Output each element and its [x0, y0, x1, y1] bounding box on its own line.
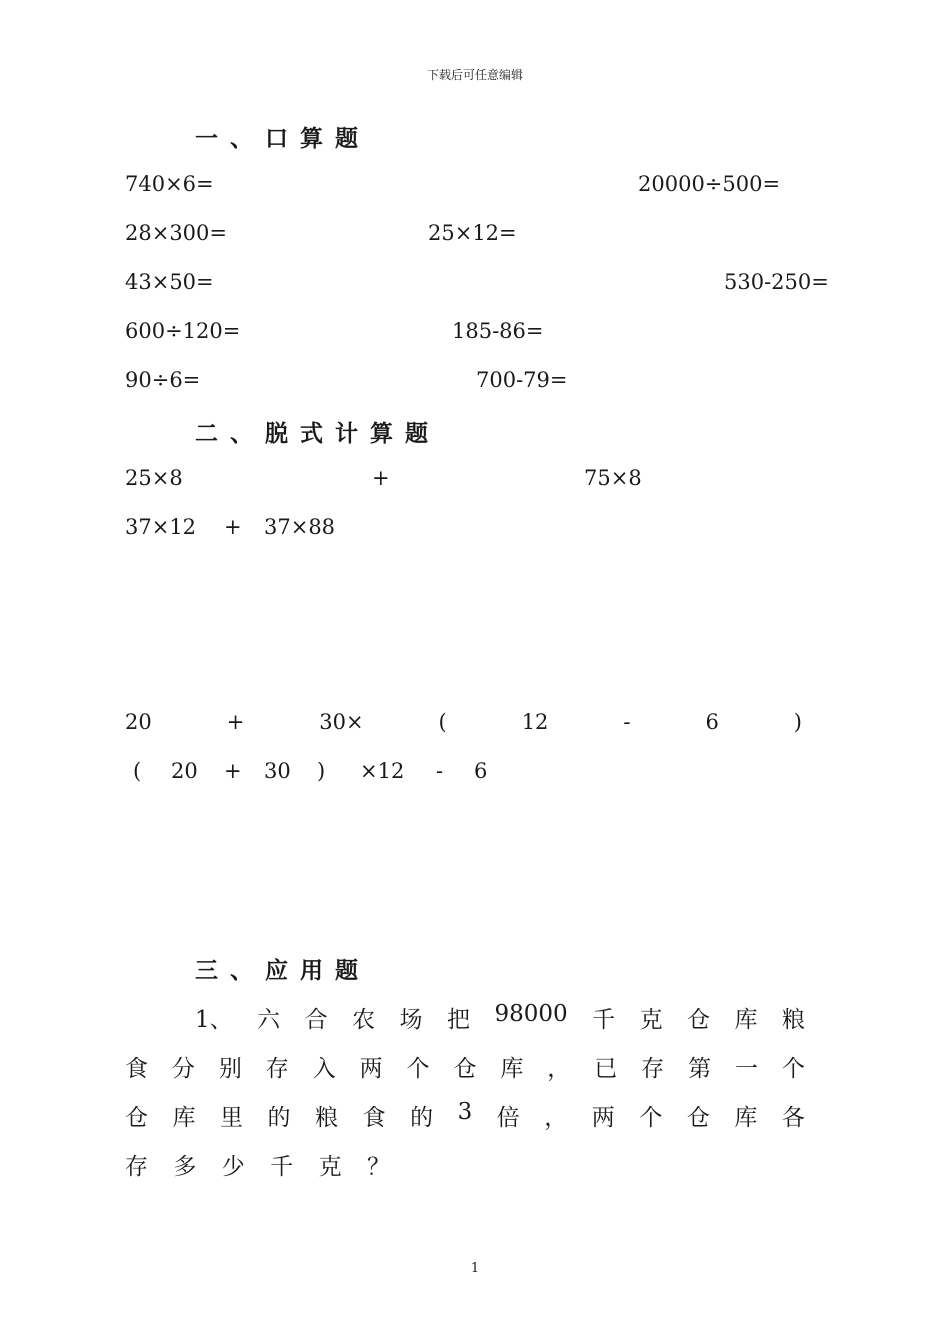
problem-char: 倍 — [496, 1105, 520, 1131]
problem-char: 合 — [304, 1007, 328, 1033]
problem-char: 两 — [359, 1056, 383, 1082]
mental-math-item: 90÷6= — [125, 368, 201, 392]
problem-char: 的 — [267, 1105, 291, 1131]
problem-char: 的 — [410, 1105, 434, 1131]
problem-char: ， — [547, 1056, 571, 1082]
mental-math-item: 28×300= — [125, 221, 227, 245]
expression-token: 20 — [171, 759, 198, 783]
problem-char: 农 — [352, 1007, 376, 1033]
problem-char: 把 — [446, 1007, 470, 1033]
expression-token: ) — [317, 759, 326, 783]
expression-operator: + — [372, 466, 390, 490]
mental-math-item: 43×50= — [125, 270, 214, 294]
problem-char: 克 — [318, 1154, 342, 1180]
mental-math-item: 25×12= — [428, 221, 517, 245]
problem-char: 个 — [781, 1056, 805, 1082]
expression-token: + — [224, 759, 242, 783]
page-number: 1 — [470, 1261, 480, 1276]
problem-char: 两 — [591, 1105, 615, 1131]
problem-char: 多 — [173, 1154, 197, 1180]
header-note: 下载后可任意编辑 — [426, 68, 523, 82]
problem-char: 库 — [734, 1007, 758, 1033]
expression-term: 37×12 — [125, 515, 197, 539]
expression-token: + — [226, 710, 245, 734]
problem-char: 98000 — [494, 1001, 568, 1027]
problem-char: 千 — [270, 1154, 294, 1180]
word-problem-line — [125, 1148, 390, 1181]
problem-char: 粮 — [315, 1105, 339, 1131]
mental-math-item: 530-250= — [724, 270, 829, 294]
word-problem-line — [125, 1099, 805, 1132]
problem-char: 存 — [641, 1056, 665, 1082]
expression-token: ) — [793, 710, 802, 734]
mental-math-item: 20000÷500= — [638, 172, 781, 196]
problem-char: 食 — [125, 1056, 148, 1082]
expression-token: - — [436, 759, 444, 783]
expression-term: 75×8 — [584, 466, 642, 490]
expression-token: 12 — [521, 710, 549, 734]
mental-math-item: 600÷120= — [125, 319, 241, 343]
word-problem-line — [195, 1001, 805, 1034]
expression-term: 25×8 — [125, 466, 183, 490]
problem-char: 仓 — [453, 1056, 477, 1082]
problem-char: ， — [544, 1105, 568, 1131]
problem-char: 里 — [220, 1105, 244, 1131]
expression-token: 30 — [264, 759, 291, 783]
problem-char: 入 — [312, 1056, 336, 1082]
expression-token: ( — [438, 710, 447, 734]
problem-char: 存 — [265, 1056, 289, 1082]
expression-token: 30× — [319, 710, 364, 734]
problem-char: 千 — [592, 1007, 616, 1033]
problem-char: 已 — [594, 1056, 618, 1082]
problem-char: 仓 — [686, 1105, 710, 1131]
problem-char: 六 — [257, 1007, 281, 1033]
expression-token: ×12 — [360, 759, 405, 783]
problem-char: 个 — [639, 1105, 663, 1131]
problem-char: 食 — [362, 1105, 386, 1131]
problem-char: 一 — [734, 1056, 758, 1082]
section1-title: 一 、 口 算 题 — [195, 126, 361, 152]
problem-char: 粮 — [781, 1007, 805, 1033]
mental-math-item: 185-86= — [452, 319, 544, 343]
mental-math-item: 700-79= — [476, 368, 568, 392]
problem-char: 库 — [500, 1056, 524, 1082]
expression-term: 37×88 — [264, 515, 336, 539]
expression-token: ( — [133, 759, 142, 783]
expression-token: 6 — [705, 710, 719, 734]
problem-char: 个 — [406, 1056, 430, 1082]
expression-3 — [125, 710, 802, 734]
problem-char: 克 — [639, 1007, 663, 1033]
problem-char: 库 — [734, 1105, 758, 1131]
problem-char: 分 — [171, 1056, 195, 1082]
problem-char: 存 — [125, 1154, 148, 1180]
expression-token: 20 — [125, 710, 152, 734]
problem-char: 场 — [399, 1007, 423, 1033]
expression-token: - — [623, 710, 631, 734]
word-problem-line — [125, 1050, 805, 1083]
problem-char: 各 — [781, 1105, 805, 1131]
problem-char: 第 — [688, 1056, 712, 1082]
problem-char: 库 — [172, 1105, 196, 1131]
problem-char: 3 — [457, 1099, 473, 1125]
mental-math-item: 740×6= — [125, 172, 214, 196]
expression-operator: + — [224, 515, 242, 539]
problem-char: ？ — [366, 1154, 390, 1180]
problem-char: 仓 — [125, 1105, 148, 1131]
problem-char: 少 — [221, 1154, 245, 1180]
section3-title: 三 、 应 用 题 — [195, 958, 361, 984]
problem-char: 1、 — [195, 1007, 233, 1033]
section2-title: 二 、 脱 式 计 算 题 — [195, 421, 431, 447]
problem-char: 仓 — [687, 1007, 711, 1033]
problem-char: 别 — [218, 1056, 242, 1082]
expression-token: 6 — [474, 759, 488, 783]
